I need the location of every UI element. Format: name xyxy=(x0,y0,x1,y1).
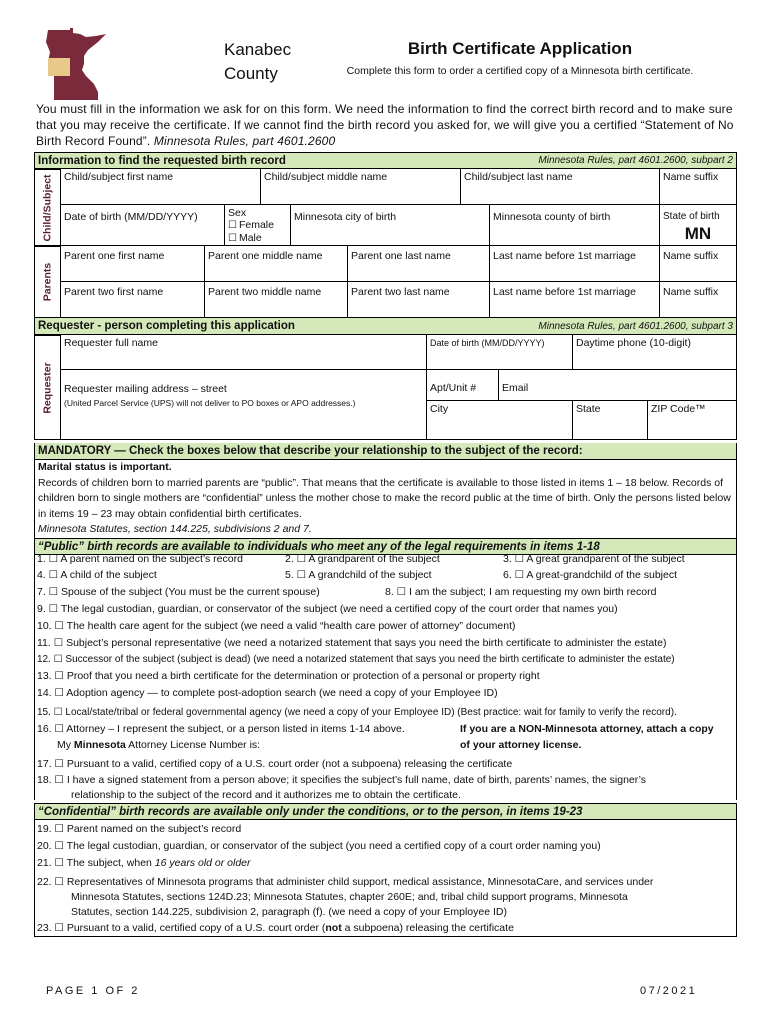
birth-record-info-section xyxy=(34,152,737,555)
confidential-records-header: “Confidential” birth records are available only under the conditions, or to the person, in items 19-23 xyxy=(34,803,737,820)
parent1-last-name-label: Parent one last name xyxy=(351,250,451,262)
parent2-middle-name-label: Parent two middle name xyxy=(208,286,322,298)
parent2-middle-name-field[interactable] xyxy=(205,282,348,317)
child-middle-name-field[interactable] xyxy=(261,169,461,204)
male-checkbox-icon[interactable]: ☐ xyxy=(228,233,237,244)
form-date: 07/2021 xyxy=(640,985,698,997)
state-of-birth-label: State of birth xyxy=(663,211,720,222)
child-first-name-field[interactable] xyxy=(61,169,261,204)
side-label-child xyxy=(34,169,60,246)
requester-name-label: Requester full name xyxy=(64,337,158,349)
side-label-requester-text: Requester xyxy=(41,361,54,414)
side-label-requester xyxy=(34,335,60,440)
parent1-middle-name-label: Parent one middle name xyxy=(208,250,323,262)
public-items xyxy=(34,551,737,800)
requester-section-rule: Minnesota Rules, part 4601.2600, subpart 3 xyxy=(538,320,733,332)
attorney-license-pre: My xyxy=(57,739,74,751)
item-20-checkbox[interactable]: 20. ☐ The legal custodian, guardian, or conservator of the subject (you need a certified copy of a court order naming you) xyxy=(37,840,601,852)
parent2-before-marriage-label: Last name before 1st marriage xyxy=(493,286,636,298)
state-label: State xyxy=(576,403,601,415)
parent2-suffix-field[interactable] xyxy=(660,282,736,317)
attorney-license-bold: Minnesota xyxy=(73,739,126,751)
parent1-middle-name-field[interactable] xyxy=(205,246,348,281)
requester-section-header xyxy=(34,318,737,335)
parent1-first-name-field[interactable] xyxy=(61,246,205,281)
item-23-bold: not xyxy=(325,922,342,934)
requester-address-field[interactable] xyxy=(61,370,427,439)
female-checkbox[interactable] xyxy=(228,219,287,232)
ups-note: (United Parcel Service (UPS) will not deliver to PO boxes or APO addresses.) xyxy=(64,398,356,408)
item-11-checkbox[interactable]: 11. ☐ Subject’s personal representative (we need a notarized statement that says you need the birth certificate to administer the estate) xyxy=(37,637,667,649)
item-23-text: 23. ☐ Pursuant to a valid, certified copy of a U.S. court order ( xyxy=(37,922,326,934)
side-label-child-text: Child/Subject xyxy=(41,173,54,242)
county-line-1: Kanabec xyxy=(224,40,292,59)
item-5-checkbox[interactable]: 5. ☐ A grandchild of the subject xyxy=(285,569,432,581)
requester-address-label: Requester mailing address – street xyxy=(64,383,227,395)
item-15-checkbox[interactable]: 15. ☐ Local/state/tribal or federal governmental agency (we need a copy of your Employee ID) (Best practice: wait for family to verify the record). xyxy=(37,707,677,718)
item-17-checkbox[interactable]: 17. ☐ Pursuant to a valid, certified copy of a U.S. court order (not a subpoena) releasing the certificate xyxy=(37,758,513,770)
state-of-birth-value: MN xyxy=(684,224,712,243)
email-label: Email xyxy=(502,382,529,394)
item-6-checkbox[interactable]: 6. ☐ A great-grandchild of the subject xyxy=(503,569,678,581)
requester-name-field[interactable] xyxy=(61,335,427,369)
parent2-before-marriage-field[interactable] xyxy=(490,282,660,317)
city-of-birth-field[interactable] xyxy=(291,205,490,245)
female-label: Female xyxy=(238,219,274,231)
item-23-post: a subpoena) releasing the certificate xyxy=(341,922,514,934)
item-13-checkbox[interactable]: 13. ☐ Proof that you need a birth certificate for the determination or protection of a personal or property right xyxy=(37,670,540,682)
item-22-checkbox[interactable]: 22. ☐ Representatives of Minnesota programs that administer child support, medical assistance, MinnesotaCare, and services under xyxy=(37,876,654,888)
sex-label: Sex xyxy=(228,207,247,219)
parent2-suffix-label: Name suffix xyxy=(663,286,719,298)
side-label-parents xyxy=(34,246,60,318)
zip-label: ZIP Code™ xyxy=(651,403,706,415)
child-dob-label: Date of birth (MM/DD/YYYY) xyxy=(64,211,198,223)
female-checkbox-icon[interactable]: ☐ xyxy=(228,220,237,231)
requester-dob-field[interactable] xyxy=(427,335,573,369)
mandatory-header xyxy=(34,443,737,460)
child-last-name-field[interactable] xyxy=(461,169,660,204)
item-18-line2: relationship to the subject of the record and it authorizes me to obtain the certificate. xyxy=(71,789,461,801)
city-of-birth-label: Minnesota city of birth xyxy=(294,211,397,223)
intro-paragraph xyxy=(36,101,736,149)
county-name xyxy=(224,38,291,86)
page-number: PAGE 1 OF 2 xyxy=(46,985,140,997)
apt-unit-field[interactable] xyxy=(427,370,499,400)
parent1-suffix-label: Name suffix xyxy=(663,250,719,262)
item-21-checkbox[interactable] xyxy=(37,856,251,870)
mandatory-statute: Minnesota Statutes, section 144.225, subdivisions 2 and 7. xyxy=(38,523,312,535)
public-records-header: “Public” birth records are available to individuals who meet any of the legal requirements in items 1-18 xyxy=(34,538,737,555)
item-2-checkbox[interactable]: 2. ☐ A grandparent of the subject xyxy=(285,553,440,565)
city-field[interactable] xyxy=(427,401,573,439)
mandatory-title: MANDATORY — Check the boxes below that describe your relationship to the subject of the record: xyxy=(38,445,583,457)
parent2-first-name-label: Parent two first name xyxy=(64,286,164,298)
item-23-checkbox[interactable] xyxy=(37,921,514,935)
side-label-parents-text: Parents xyxy=(41,262,54,302)
info-section-header xyxy=(34,152,737,169)
item-16-note: If you are a NON-Minnesota attorney, attach a copy xyxy=(460,723,714,735)
parent2-last-name-label: Parent two last name xyxy=(351,286,450,298)
info-section-title: Information to find the requested birth record xyxy=(38,154,286,167)
intro-text: You must fill in the information we ask for on this form. We need the information to find the correct birth record and to make sure that you may receive the certificate. If we cannot find the birth record you asked for, we will give you a certified “Statement of No Birth Record Found”. xyxy=(36,102,734,148)
child-dob-field[interactable] xyxy=(61,205,225,245)
item-7-checkbox[interactable]: 7. ☐ Spouse of the subject (You must be the current spouse) xyxy=(37,586,320,598)
child-first-name-label: Child/subject first name xyxy=(64,171,174,183)
confidential-section xyxy=(34,803,737,937)
parent1-last-name-field[interactable] xyxy=(348,246,490,281)
item-21-italic: 16 years old or older xyxy=(154,857,251,869)
parent2-last-name-field[interactable] xyxy=(348,282,490,317)
confidential-items xyxy=(34,820,737,937)
page-subtitle: Complete this form to order a certified copy of a Minnesota birth certificate. xyxy=(346,65,694,77)
item-22-line3: Statutes, section 144.225, subdivision 2, paragraph (f). (we need a copy of your Employee ID) xyxy=(71,906,507,918)
parent1-before-marriage-field[interactable] xyxy=(490,246,660,281)
zip-field[interactable] xyxy=(648,401,736,439)
requester-phone-field[interactable] xyxy=(573,335,736,369)
parent1-first-name-label: Parent one first name xyxy=(64,250,165,262)
info-section-rule: Minnesota Rules, part 4601.2600, subpart 2 xyxy=(538,155,733,166)
marital-status-note: Marital status is important. xyxy=(38,461,172,473)
item-12-checkbox[interactable]: 12. ☐ Successor of the subject (subject is dead) (we need a notarized statement that says you need the birth certificate to administer the estate) xyxy=(37,654,675,665)
item-8-checkbox[interactable]: 8. ☐ I am the subject; I am requesting my own birth record xyxy=(385,586,657,598)
city-label: City xyxy=(430,403,449,415)
item-19-checkbox[interactable]: 19. ☐ Parent named on the subject’s record xyxy=(37,823,242,835)
child-name-suffix-field[interactable] xyxy=(660,169,736,204)
male-checkbox[interactable] xyxy=(228,232,287,245)
item-3-checkbox[interactable]: 3. ☐ A great grandparent of the subject xyxy=(503,553,685,565)
item-18-checkbox[interactable]: 18. ☐ I have a signed statement from a person above; it specifies the subject’s full name, date of birth, parents’ names, the signer’s xyxy=(37,774,647,786)
requester-phone-label: Daytime phone (10-digit) xyxy=(576,337,691,349)
item-16-note-2: of your attorney license. xyxy=(460,739,582,751)
sex-field xyxy=(225,205,291,245)
parent2-first-name-field[interactable] xyxy=(61,282,205,317)
county-of-birth-label: Minnesota county of birth xyxy=(493,211,611,223)
child-name-suffix-label: Name suffix xyxy=(663,171,719,183)
page-title: Birth Certificate Application xyxy=(407,39,633,58)
county-of-birth-field[interactable] xyxy=(490,205,660,245)
requester-dob-label: Date of birth (MM/DD/YYYY) xyxy=(430,338,545,348)
parent1-before-marriage-label: Last name before 1st marriage xyxy=(493,250,636,262)
parent1-suffix-field[interactable] xyxy=(660,246,736,281)
apt-unit-label: Apt/Unit # xyxy=(430,382,477,394)
intro-rule: Minnesota Rules, part 4601.2600 xyxy=(153,134,336,148)
item-1-checkbox[interactable]: 1. ☐ A parent named on the subject’s record xyxy=(37,553,243,565)
state-of-birth-field xyxy=(660,205,736,245)
email-field[interactable] xyxy=(499,370,736,400)
mandatory-text: Records of children born to married parents are “public”. That means that the certificate is available to those listed in items 1 – 18 below. Records of children born to single mothers are “confidential” unless the mother chose to make the record public at the time of birth. Only the persons listed below in items 19 – 23 may obtain confidential birth certificates. xyxy=(38,476,731,520)
male-label: Male xyxy=(238,232,262,244)
item-9-checkbox[interactable]: 9. ☐ The legal custodian, guardian, or conservator of the subject (we need a certified copy of the court order that names you) xyxy=(37,603,618,615)
state-field[interactable] xyxy=(573,401,648,439)
attorney-license-line[interactable] xyxy=(57,738,260,752)
mandatory-body xyxy=(34,460,737,538)
county-logo xyxy=(40,28,110,100)
item-14-checkbox[interactable]: 14. ☐ Adoption agency — to complete post-adoption search (we need a copy of your Employee ID) xyxy=(37,687,498,699)
child-last-name-label: Child/subject last name xyxy=(464,171,573,183)
requester-section-title: Requester - person completing this application xyxy=(38,320,295,332)
item-22-line2: Minnesota Statutes, sections 124D.23; Minnesota Statutes, chapter 260E; and, tribal child support programs, Minnesota xyxy=(71,891,628,903)
child-middle-name-label: Child/subject middle name xyxy=(264,171,388,183)
attorney-license-post: Attorney License Number is: xyxy=(125,739,261,751)
item-21-text: 21. ☐ The subject, when xyxy=(37,857,155,869)
county-line-2: County xyxy=(224,64,278,83)
item-4-checkbox[interactable]: 4. ☐ A child of the subject xyxy=(37,569,157,581)
item-16-checkbox[interactable]: 16. ☐ Attorney – I represent the subject, or a person listed in items 1-14 above. xyxy=(37,723,405,735)
item-10-checkbox[interactable]: 10. ☐ The health care agent for the subject (we need a valid “health care power of attorney” document) xyxy=(37,620,516,632)
